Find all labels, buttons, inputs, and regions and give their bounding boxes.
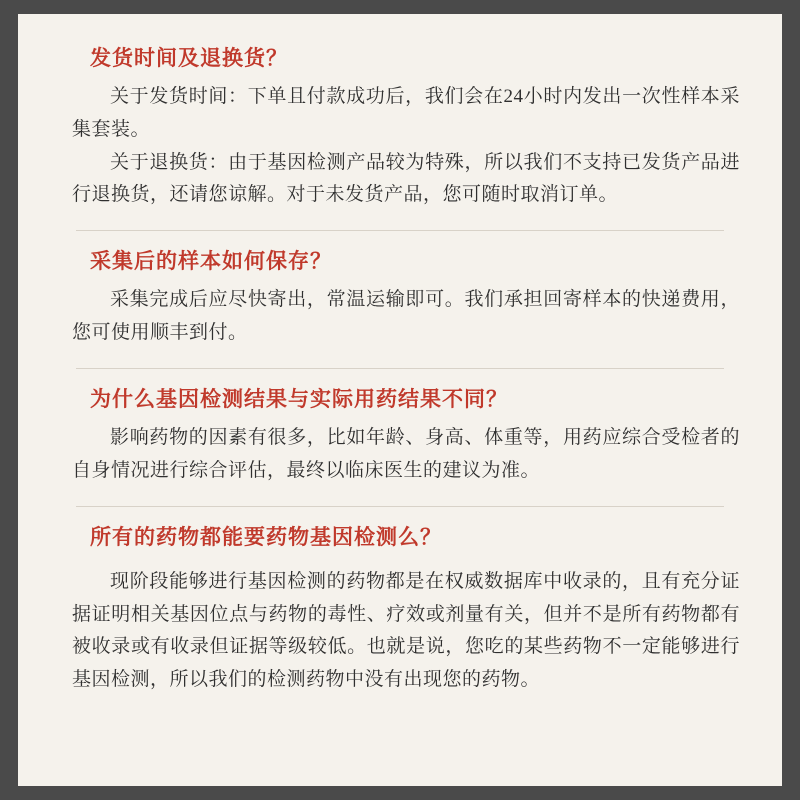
section-divider — [76, 368, 724, 369]
faq-answer-paragraph: 关于发货时间：下单且付款成功后，我们会在24小时内发出一次性样本采集套装。 — [72, 86, 740, 141]
faq-question: 所有的药物都能要药物基因检测么？ — [90, 524, 442, 549]
section-divider — [76, 506, 724, 507]
faq-item-sample-storage — [52, 247, 748, 350]
faq-answer — [72, 284, 740, 349]
faq-answer-paragraph: 采集完成后应尽快寄出，常温运输即可。我们承担回寄样本的快递费用，您可使用顺丰到付。 — [72, 289, 740, 344]
faq-answer — [72, 422, 740, 487]
section-divider — [76, 230, 724, 231]
faq-item-shipping — [52, 44, 748, 212]
faq-page — [18, 14, 782, 786]
faq-answer — [72, 81, 740, 212]
faq-answer-paragraph: 关于退换货：由于基因检测产品较为特殊，所以我们不支持已发货产品进行退换货，还请您谅解。对于未发货产品，您可随时取消订单。 — [72, 151, 740, 206]
faq-item-all-drugs — [52, 523, 748, 697]
faq-question: 采集后的样本如何保存？ — [90, 249, 332, 274]
faq-answer-paragraph: 影响药物的因素有很多，比如年龄、身高、体重等，用药应综合受检者的自身情况进行综合评估，最终以临床医生的建议为准。 — [72, 427, 740, 481]
faq-question: 发货时间及退换货？ — [90, 46, 288, 70]
faq-question: 为什么基因检测结果与实际用药结果不同？ — [90, 386, 508, 411]
faq-item-result-difference — [52, 385, 748, 488]
faq-answer-paragraph: 现阶段能够进行基因检测的药物都是在权威数据库中收录的，且有充分证据证明相关基因位点与药物的毒性、疗效或剂量有关，但并不是所有药物都有被收录或有收录但证据等级较低。也就是说，您吃的某些药物不一定能够进行基因检测，所以我们的检测药物中没有出现您的药物。 — [72, 570, 740, 690]
faq-answer — [72, 566, 740, 697]
